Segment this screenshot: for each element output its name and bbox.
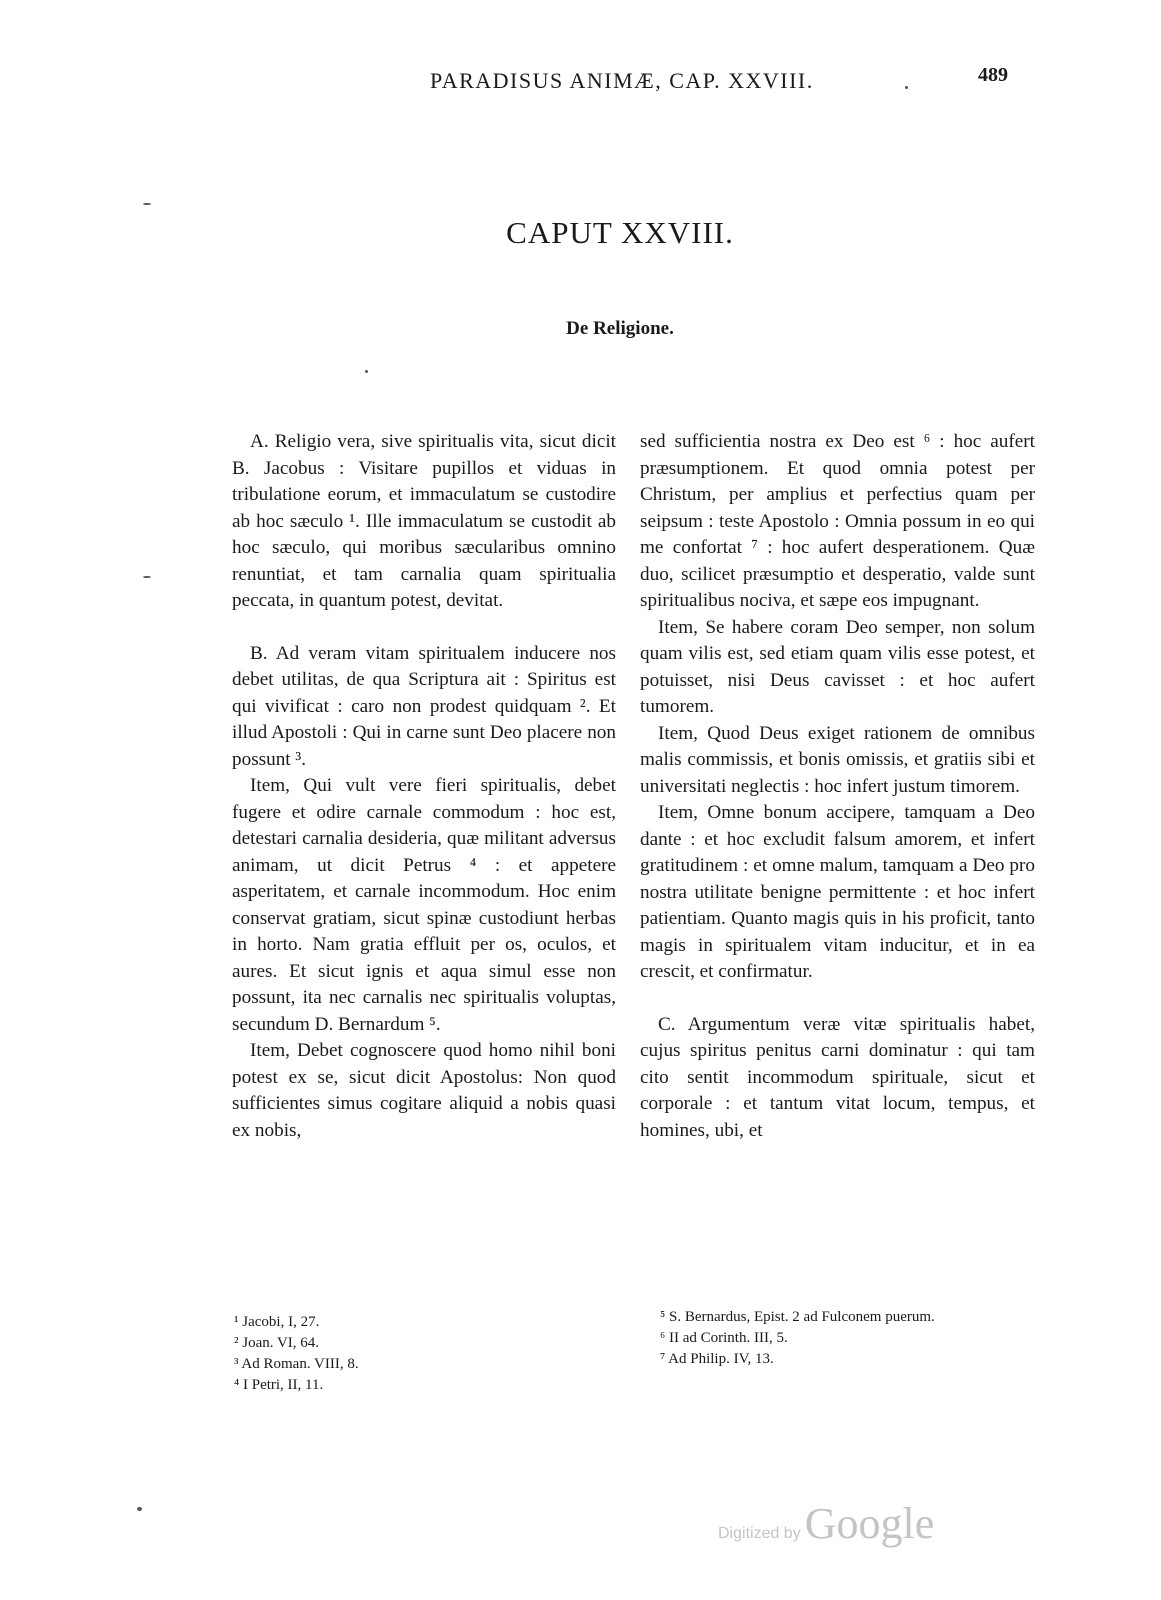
paragraph-item: Item, Se habere coram Deo semper, non solum quam vilis est, sed etiam quam vilis esse potest, et potuisset, nisi Deus cavisset : et hoc aufert tumorem.	[640, 616, 1035, 717]
right-column	[640, 429, 1035, 1144]
paragraph-b: B. Ad veram vitam spiritualem inducere nos debet utilitas, de qua Scriptura ait : Spiritus est qui vivificat : caro non prodest quidquam ². Et illud Apostoli : Qui in carne sunt Deo placere non possunt ³.	[232, 642, 616, 770]
digitization-watermark	[718, 1498, 934, 1549]
paragraph-c: C. Argumentum veræ vitæ spiritualis habet, cujus spiritus penitus carni dominatur : qui tam cito sentit incommodum spirituale, sicut et corporale : et tantum vitat locum, tempus, et homines, ubi, et	[640, 1013, 1035, 1141]
scan-speck	[905, 86, 908, 89]
scan-speck	[137, 1507, 142, 1511]
paragraph-item: Item, Omne bonum accipere, tamquam a Deo dante : et hoc excludit falsum amorem, et infert gratitudinem : et omne malum, tamquam a Deo pro nostra utilitate benigne permittente : et hoc infert patientiam. Quanto magis quis in his proficit, tanto magis in spiritualem vitam inducitur, et in ea crescit, et confirmatur.	[640, 802, 1035, 982]
footnotes-left	[234, 1312, 614, 1396]
scan-speck	[365, 370, 368, 373]
scan-speck	[143, 203, 151, 205]
paragraph-item: Item, Qui vult vere fieri spiritualis, debet fugere et odire carnale commodum : hoc est, detestari carnalia desideria, quæ militant adversus animam, ut dicit Petrus ⁴ : et appetere asperitatem, et carnale incommodum. Hoc enim conservat gratiam, sicut spinæ custodiunt herbas in horto. Nam gratia effluit per os, oculos, et aures. Et sicut ignis et aqua simul esse non possunt, ita nec carnalis nec spiritualis voluptas, secundum D. Bernardum ⁵.	[232, 775, 616, 1035]
chapter-subtitle: De Religione.	[566, 318, 674, 339]
footnote: ⁵ S. Bernardus, Epist. 2 ad Fulconem puerum.	[660, 1309, 935, 1325]
scan-speck	[143, 576, 151, 578]
footnotes-right	[642, 1307, 1037, 1370]
chapter-title: CAPUT XXVIII.	[506, 215, 734, 250]
paragraph-continued: sed sufficientia nostra ex Deo est ⁶ : hoc aufert præsumptionem. Et quod omnia potest per Christum, per amplius et perfectius quam per seipsum : teste Apostolo : Omnia possum in eo qui me confortat ⁷ : hoc aufert desperationem. Quæ duo, scilicet præsumptio et desperatio, valde sunt spiritualibus nociva, et sæpe eos impugnant.	[640, 431, 1035, 611]
footnote: ⁴ I Petri, II, 11.	[234, 1377, 324, 1393]
paragraph-item: Item, Quod Deus exiget rationem de omnibus malis commissis, et bonis omissis, et gratiis sibi et universitati neglectis : hoc infert justum timorem.	[640, 722, 1035, 797]
footnote: ³ Ad Roman. VIII, 8.	[234, 1356, 359, 1372]
footnote: ¹ Jacobi, I, 27.	[234, 1314, 320, 1330]
running-head: PARADISUS ANIMÆ, CAP. XXVIII.	[430, 68, 814, 93]
footnote: ⁶ II ad Corinth. III, 5.	[660, 1330, 788, 1346]
paragraph-a: A. Religio vera, sive spiritualis vita, sicut dicit B. Jacobus : Visitare pupillos et viduas in tribulatione eorum, et immaculatum se custodire ab hoc sæculo ¹. Ille immaculatum se custodit ab hoc sæculo, qui moribus sæcularibus omnino renuntiat, et tam carnalia quam spiritualia peccata, in quantum potest, devitat.	[232, 431, 616, 611]
watermark-prefix: Digitized by	[718, 1525, 801, 1542]
paragraph-item: Item, Debet cognoscere quod homo nihil boni potest ex se, sicut dicit Apostolus: Non quod sufficientes simus cogitare aliquid a nobis quasi ex nobis,	[232, 1040, 616, 1141]
footnote: ⁷ Ad Philip. IV, 13.	[660, 1351, 774, 1367]
page-number: 489	[978, 64, 1008, 86]
google-logo: Google	[804, 1499, 935, 1548]
footnote: ² Joan. VI, 64.	[234, 1335, 320, 1351]
left-column	[232, 429, 616, 1144]
